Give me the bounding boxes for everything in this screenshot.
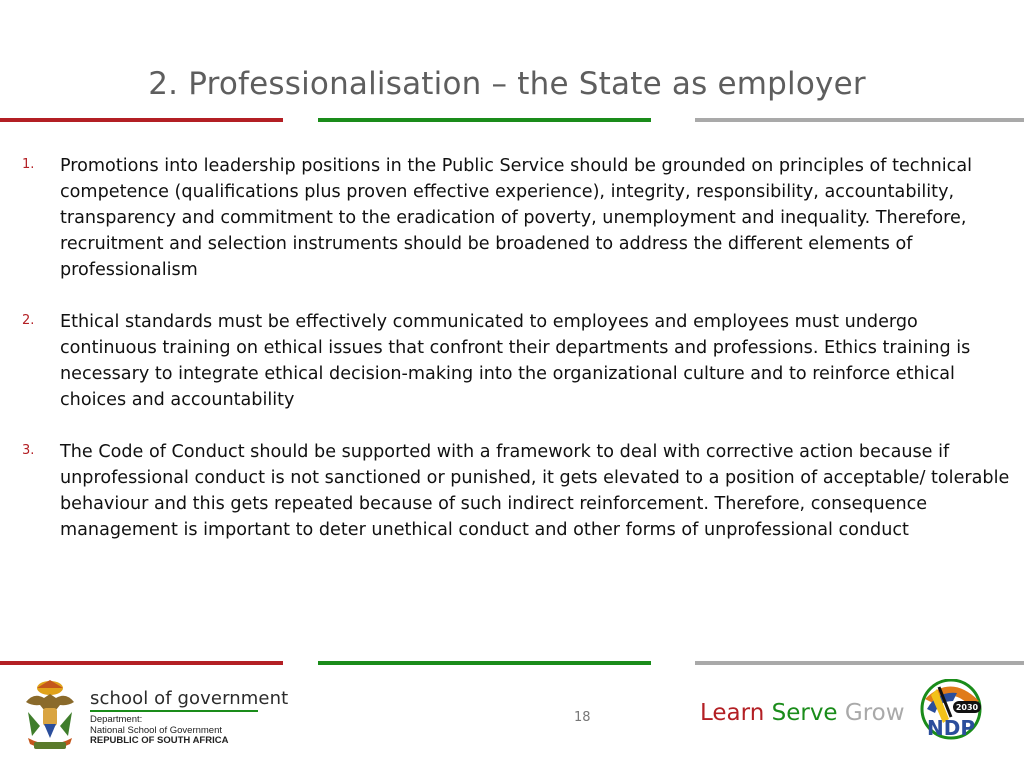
list-item-number: 1. <box>22 157 35 172</box>
school-of-government-logo <box>90 688 288 747</box>
country-name: REPUBLIC OF SOUTH AFRICA <box>90 735 229 746</box>
numbered-list <box>20 153 1010 569</box>
slogan-learn: Learn <box>700 700 765 726</box>
bottom-divider-red <box>0 661 283 665</box>
top-divider-red <box>0 118 283 122</box>
bottom-divider-green <box>318 661 651 665</box>
ndp-2030-logo-icon <box>917 679 985 741</box>
list-item-text: Ethical standards must be effectively communicated to employees and employees must undergo continuous training on ethical issues that confront their departments and professions. Ethics training is necessary to integrate ethical decision-making into the organizational culture and to reinforce ethical choices and accountability <box>60 312 971 410</box>
bottom-divider-gray <box>695 661 1024 665</box>
coat-of-arms-icon <box>20 678 80 754</box>
list-item-text: Promotions into leadership positions in the Public Service should be grounded on principles of technical competence (qualifications plus proven effective experience), integrity, responsibility, accountability, transparency and commitment to the eradication of poverty, unemployment and inequality. Therefore, recruitment and selection instruments should be broadened to address the different elements of professionalism <box>60 156 972 280</box>
department-label: Department: <box>90 714 143 725</box>
ndp-text: NDP <box>927 716 975 740</box>
org-name-underline <box>90 710 258 712</box>
slogan-grow: Grow <box>844 700 905 726</box>
top-divider-green <box>318 118 651 122</box>
list-item <box>20 439 1010 543</box>
list-item-number: 3. <box>22 443 35 458</box>
department-name: National School of Government <box>90 724 223 736</box>
ndp-year: 2030 <box>955 703 979 712</box>
top-divider-gray <box>695 118 1024 122</box>
list-item <box>20 153 1010 283</box>
org-name: school of government <box>90 688 289 709</box>
list-item-number: 2. <box>22 313 35 328</box>
slide-title: 2. Professionalisation – the State as employer <box>148 66 866 102</box>
list-item <box>20 309 1010 413</box>
page-number: 18 <box>574 710 591 725</box>
slogan <box>700 700 905 726</box>
slogan-serve: Serve <box>771 700 838 726</box>
list-item-text: The Code of Conduct should be supported with a framework to deal with corrective action because if unprofessional conduct is not sanctioned or punished, it gets elevated to a position of acceptable/ tolerable behaviour and this gets repeated because of such indirect reinforcement. Therefore, consequence management is important to deter unethical conduct and other forms of unprofessional conduct <box>60 442 1010 540</box>
